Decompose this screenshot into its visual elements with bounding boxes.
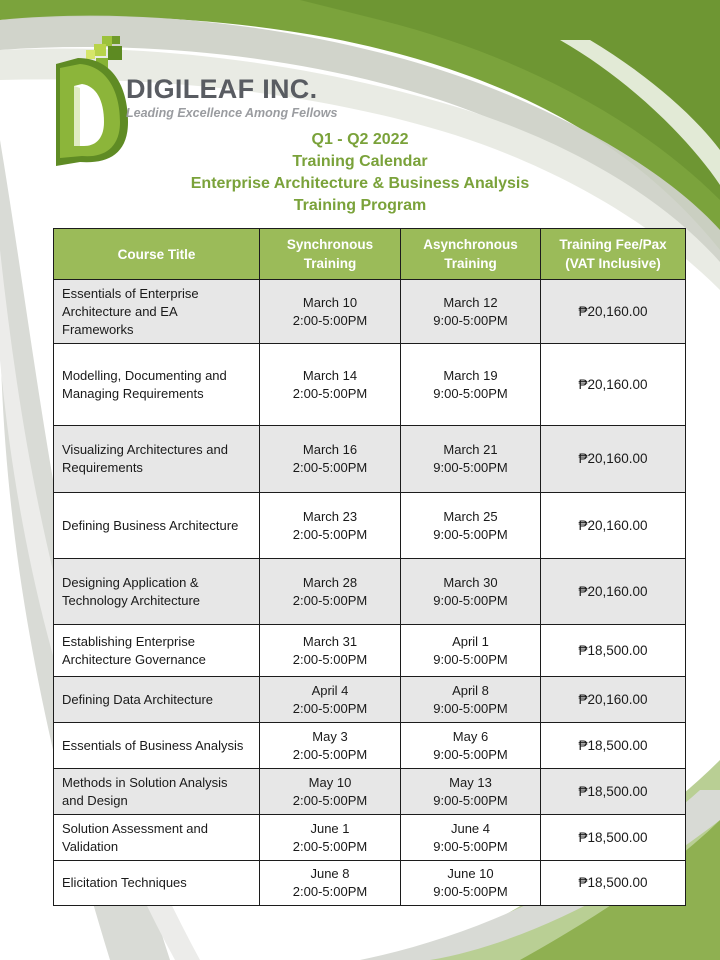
course-title: Defining Data Architecture: [54, 677, 260, 723]
sync-schedule: March 14 2:00-5:00PM: [260, 344, 401, 426]
company-name: DIGILEAF INC.: [126, 74, 318, 104]
training-fee: ₱18,500.00: [541, 861, 686, 906]
async-schedule: April 8 9:00-5:00PM: [401, 677, 541, 723]
header-synchronous: Synchronous Training: [260, 229, 401, 280]
table-header-row: [54, 229, 686, 280]
sync-schedule: March 23 2:00-5:00PM: [260, 493, 401, 559]
course-title: Defining Business Architecture: [54, 493, 260, 559]
sync-schedule: March 16 2:00-5:00PM: [260, 426, 401, 493]
course-title: Solution Assessment and Validation: [54, 815, 260, 861]
training-schedule-table: [53, 228, 686, 906]
async-schedule: June 10 9:00-5:00PM: [401, 861, 541, 906]
sync-schedule: April 4 2:00-5:00PM: [260, 677, 401, 723]
program-subtitle: Training Program: [293, 197, 427, 214]
table-row: [54, 625, 686, 677]
table-row: [54, 493, 686, 559]
sync-schedule: March 31 2:00-5:00PM: [260, 625, 401, 677]
course-title: Elicitation Techniques: [54, 861, 260, 906]
table-row: [54, 559, 686, 625]
course-title: Modelling, Documenting and Managing Requirements: [54, 344, 260, 426]
training-fee: ₱20,160.00: [541, 559, 686, 625]
header-course-title: Course Title: [54, 229, 260, 280]
table-row: [54, 769, 686, 815]
table-row: [54, 723, 686, 769]
course-title: Visualizing Architectures and Requirements: [54, 426, 260, 493]
header-training-fee: Training Fee/Pax (VAT Inclusive): [541, 229, 686, 280]
async-schedule: March 12 9:00-5:00PM: [401, 280, 541, 344]
training-fee: ₱20,160.00: [541, 344, 686, 426]
sync-schedule: March 10 2:00-5:00PM: [260, 280, 401, 344]
training-fee: ₱20,160.00: [541, 493, 686, 559]
training-fee: ₱18,500.00: [541, 769, 686, 815]
sync-schedule: May 10 2:00-5:00PM: [260, 769, 401, 815]
header-asynchronous: Asynchronous Training: [401, 229, 541, 280]
sync-schedule: March 28 2:00-5:00PM: [260, 559, 401, 625]
training-fee: ₱20,160.00: [541, 280, 686, 344]
sync-schedule: June 8 2:00-5:00PM: [260, 861, 401, 906]
table-row: [54, 861, 686, 906]
training-fee: ₱18,500.00: [541, 625, 686, 677]
training-fee: ₱20,160.00: [541, 677, 686, 723]
table-row: [54, 280, 686, 344]
calendar-title: Training Calendar: [292, 153, 428, 170]
sync-schedule: June 1 2:00-5:00PM: [260, 815, 401, 861]
table-row: [54, 815, 686, 861]
training-fee: ₱20,160.00: [541, 426, 686, 493]
async-schedule: March 30 9:00-5:00PM: [401, 559, 541, 625]
table-row: [54, 426, 686, 493]
course-title: Designing Application & Technology Architecture: [54, 559, 260, 625]
calendar-period: Q1 - Q2 2022: [311, 131, 409, 148]
program-name: Enterprise Architecture & Business Analysis: [190, 175, 530, 192]
async-schedule: May 6 9:00-5:00PM: [401, 723, 541, 769]
async-schedule: April 1 9:00-5:00PM: [401, 625, 541, 677]
sync-schedule: May 3 2:00-5:00PM: [260, 723, 401, 769]
course-title: Essentials of Enterprise Architecture and EA Frameworks: [54, 280, 260, 344]
table-row: [54, 677, 686, 723]
async-schedule: March 25 9:00-5:00PM: [401, 493, 541, 559]
company-tagline: Leading Excellence Among Fellows: [126, 106, 338, 120]
async-schedule: May 13 9:00-5:00PM: [401, 769, 541, 815]
course-title: Essentials of Business Analysis: [54, 723, 260, 769]
course-title: Methods in Solution Analysis and Design: [54, 769, 260, 815]
async-schedule: June 4 9:00-5:00PM: [401, 815, 541, 861]
course-title: Establishing Enterprise Architecture Governance: [54, 625, 260, 677]
async-schedule: March 19 9:00-5:00PM: [401, 344, 541, 426]
table-row: [54, 344, 686, 426]
calendar-heading: [0, 129, 720, 217]
training-fee: ₱18,500.00: [541, 723, 686, 769]
async-schedule: March 21 9:00-5:00PM: [401, 426, 541, 493]
training-fee: ₱18,500.00: [541, 815, 686, 861]
